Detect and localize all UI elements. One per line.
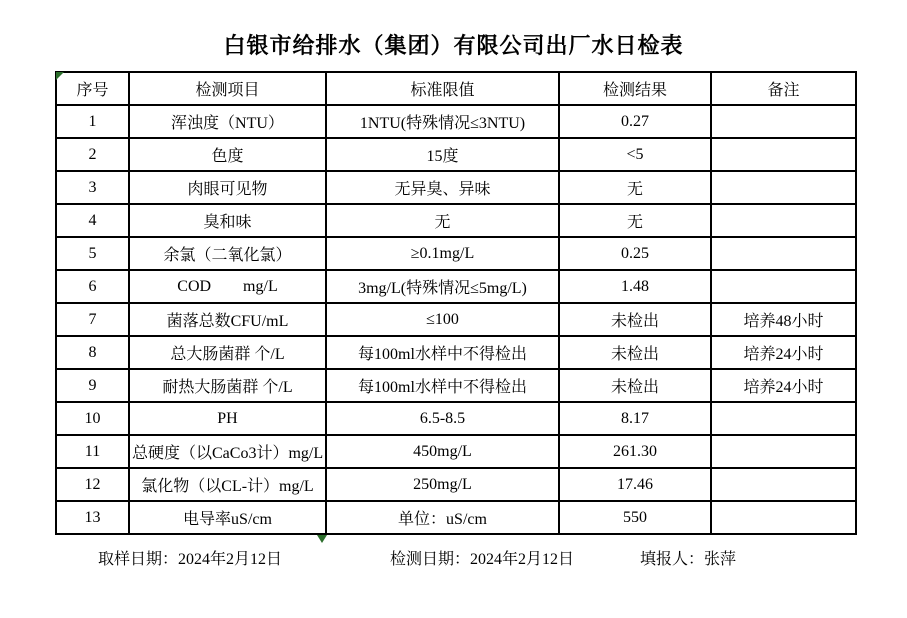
cell-seq: 1: [56, 105, 129, 138]
header-result: 检测结果: [559, 72, 711, 105]
cell-limit: 3mg/L(特殊情况≤5mg/L): [326, 270, 559, 303]
cell-item: 色度: [129, 138, 326, 171]
cell-note: [711, 435, 856, 468]
excel-corner-marker-icon: [56, 72, 64, 80]
excel-bottom-marker-icon: [317, 535, 327, 543]
cell-item: 电导率uS/cm: [129, 501, 326, 534]
cell-seq: 10: [56, 402, 129, 435]
cell-note: [711, 501, 856, 534]
cell-seq: 11: [56, 435, 129, 468]
table-row: [56, 468, 856, 501]
header-note: 备注: [711, 72, 856, 105]
cell-seq: 8: [56, 336, 129, 369]
cell-item: 余氯（二氧化氯）: [129, 237, 326, 270]
cell-result: 未检出: [559, 303, 711, 336]
cell-note: [711, 138, 856, 171]
cell-item: 总大肠菌群 个/L: [129, 336, 326, 369]
cell-item: 浑浊度（NTU）: [129, 105, 326, 138]
cell-limit: 6.5-8.5: [326, 402, 559, 435]
cell-limit: 无: [326, 204, 559, 237]
cell-note: 培养24小时: [711, 336, 856, 369]
cell-result: 261.30: [559, 435, 711, 468]
cell-result: 1.48: [559, 270, 711, 303]
cell-result: 8.17: [559, 402, 711, 435]
cell-item: 肉眼可见物: [129, 171, 326, 204]
cell-result: <5: [559, 138, 711, 171]
cell-limit: 无异臭、异味: [326, 171, 559, 204]
table-row: [56, 105, 856, 138]
cell-limit: 15度: [326, 138, 559, 171]
cell-seq: 6: [56, 270, 129, 303]
test-date: 检测日期：2024年2月12日: [390, 551, 575, 568]
cell-note: [711, 402, 856, 435]
cell-seq: 12: [56, 468, 129, 501]
cell-result: 未检出: [559, 369, 711, 402]
page-title: 白银市给排水（集团）有限公司出厂水日检表: [223, 33, 684, 58]
cell-limit: 450mg/L: [326, 435, 559, 468]
cell-seq: 2: [56, 138, 129, 171]
cell-seq: 7: [56, 303, 129, 336]
cell-limit: 250mg/L: [326, 468, 559, 501]
cell-note: [711, 270, 856, 303]
cell-note: [711, 237, 856, 270]
table-row: [56, 171, 856, 204]
cell-result: 550: [559, 501, 711, 534]
header-row: [56, 72, 856, 105]
table-row: [56, 369, 856, 402]
table-row: [56, 501, 856, 534]
table-row: [56, 336, 856, 369]
table-row: [56, 435, 856, 468]
cell-note: 培养48小时: [711, 303, 856, 336]
cell-limit: 1NTU(特殊情况≤3NTU): [326, 105, 559, 138]
cell-result: 无: [559, 171, 711, 204]
inspection-table: [55, 71, 857, 535]
cell-seq: 3: [56, 171, 129, 204]
cell-item: PH: [129, 402, 326, 435]
cell-item: 菌落总数CFU/mL: [129, 303, 326, 336]
cell-note: 培养24小时: [711, 369, 856, 402]
table-row: [56, 204, 856, 237]
cell-result: 0.25: [559, 237, 711, 270]
cell-item: 臭和味: [129, 204, 326, 237]
table-body: [56, 105, 856, 534]
table-row: [56, 402, 856, 435]
cell-limit: ≤100: [326, 303, 559, 336]
cell-item: 耐热大肠菌群 个/L: [129, 369, 326, 402]
reporter-name: 填报人：张萍: [640, 551, 737, 568]
cell-seq: 4: [56, 204, 129, 237]
table-row: [56, 138, 856, 171]
cell-limit: 每100ml水样中不得检出: [326, 369, 559, 402]
table-row: [56, 237, 856, 270]
cell-note: [711, 105, 856, 138]
cell-limit: 单位：uS/cm: [326, 501, 559, 534]
cell-seq: 13: [56, 501, 129, 534]
table-row: [56, 270, 856, 303]
cell-note: [711, 204, 856, 237]
cell-seq: 5: [56, 237, 129, 270]
cell-limit: 每100ml水样中不得检出: [326, 336, 559, 369]
header-limit: 标准限值: [326, 72, 559, 105]
cell-result: 0.27: [559, 105, 711, 138]
cell-item: COD mg/L: [129, 270, 326, 303]
header-seq: 序号: [56, 72, 129, 105]
sampling-date: 取样日期：2024年2月12日: [98, 551, 283, 568]
cell-result: 无: [559, 204, 711, 237]
cell-result: 17.46: [559, 468, 711, 501]
cell-seq: 9: [56, 369, 129, 402]
cell-result: 未检出: [559, 336, 711, 369]
cell-item: 总硬度（以CaCo3计）mg/L: [129, 435, 326, 468]
cell-note: [711, 171, 856, 204]
header-item: 检测项目: [129, 72, 326, 105]
table-row: [56, 303, 856, 336]
cell-item: 氯化物（以CL-计）mg/L: [129, 468, 326, 501]
cell-limit: ≥0.1mg/L: [326, 237, 559, 270]
cell-note: [711, 468, 856, 501]
